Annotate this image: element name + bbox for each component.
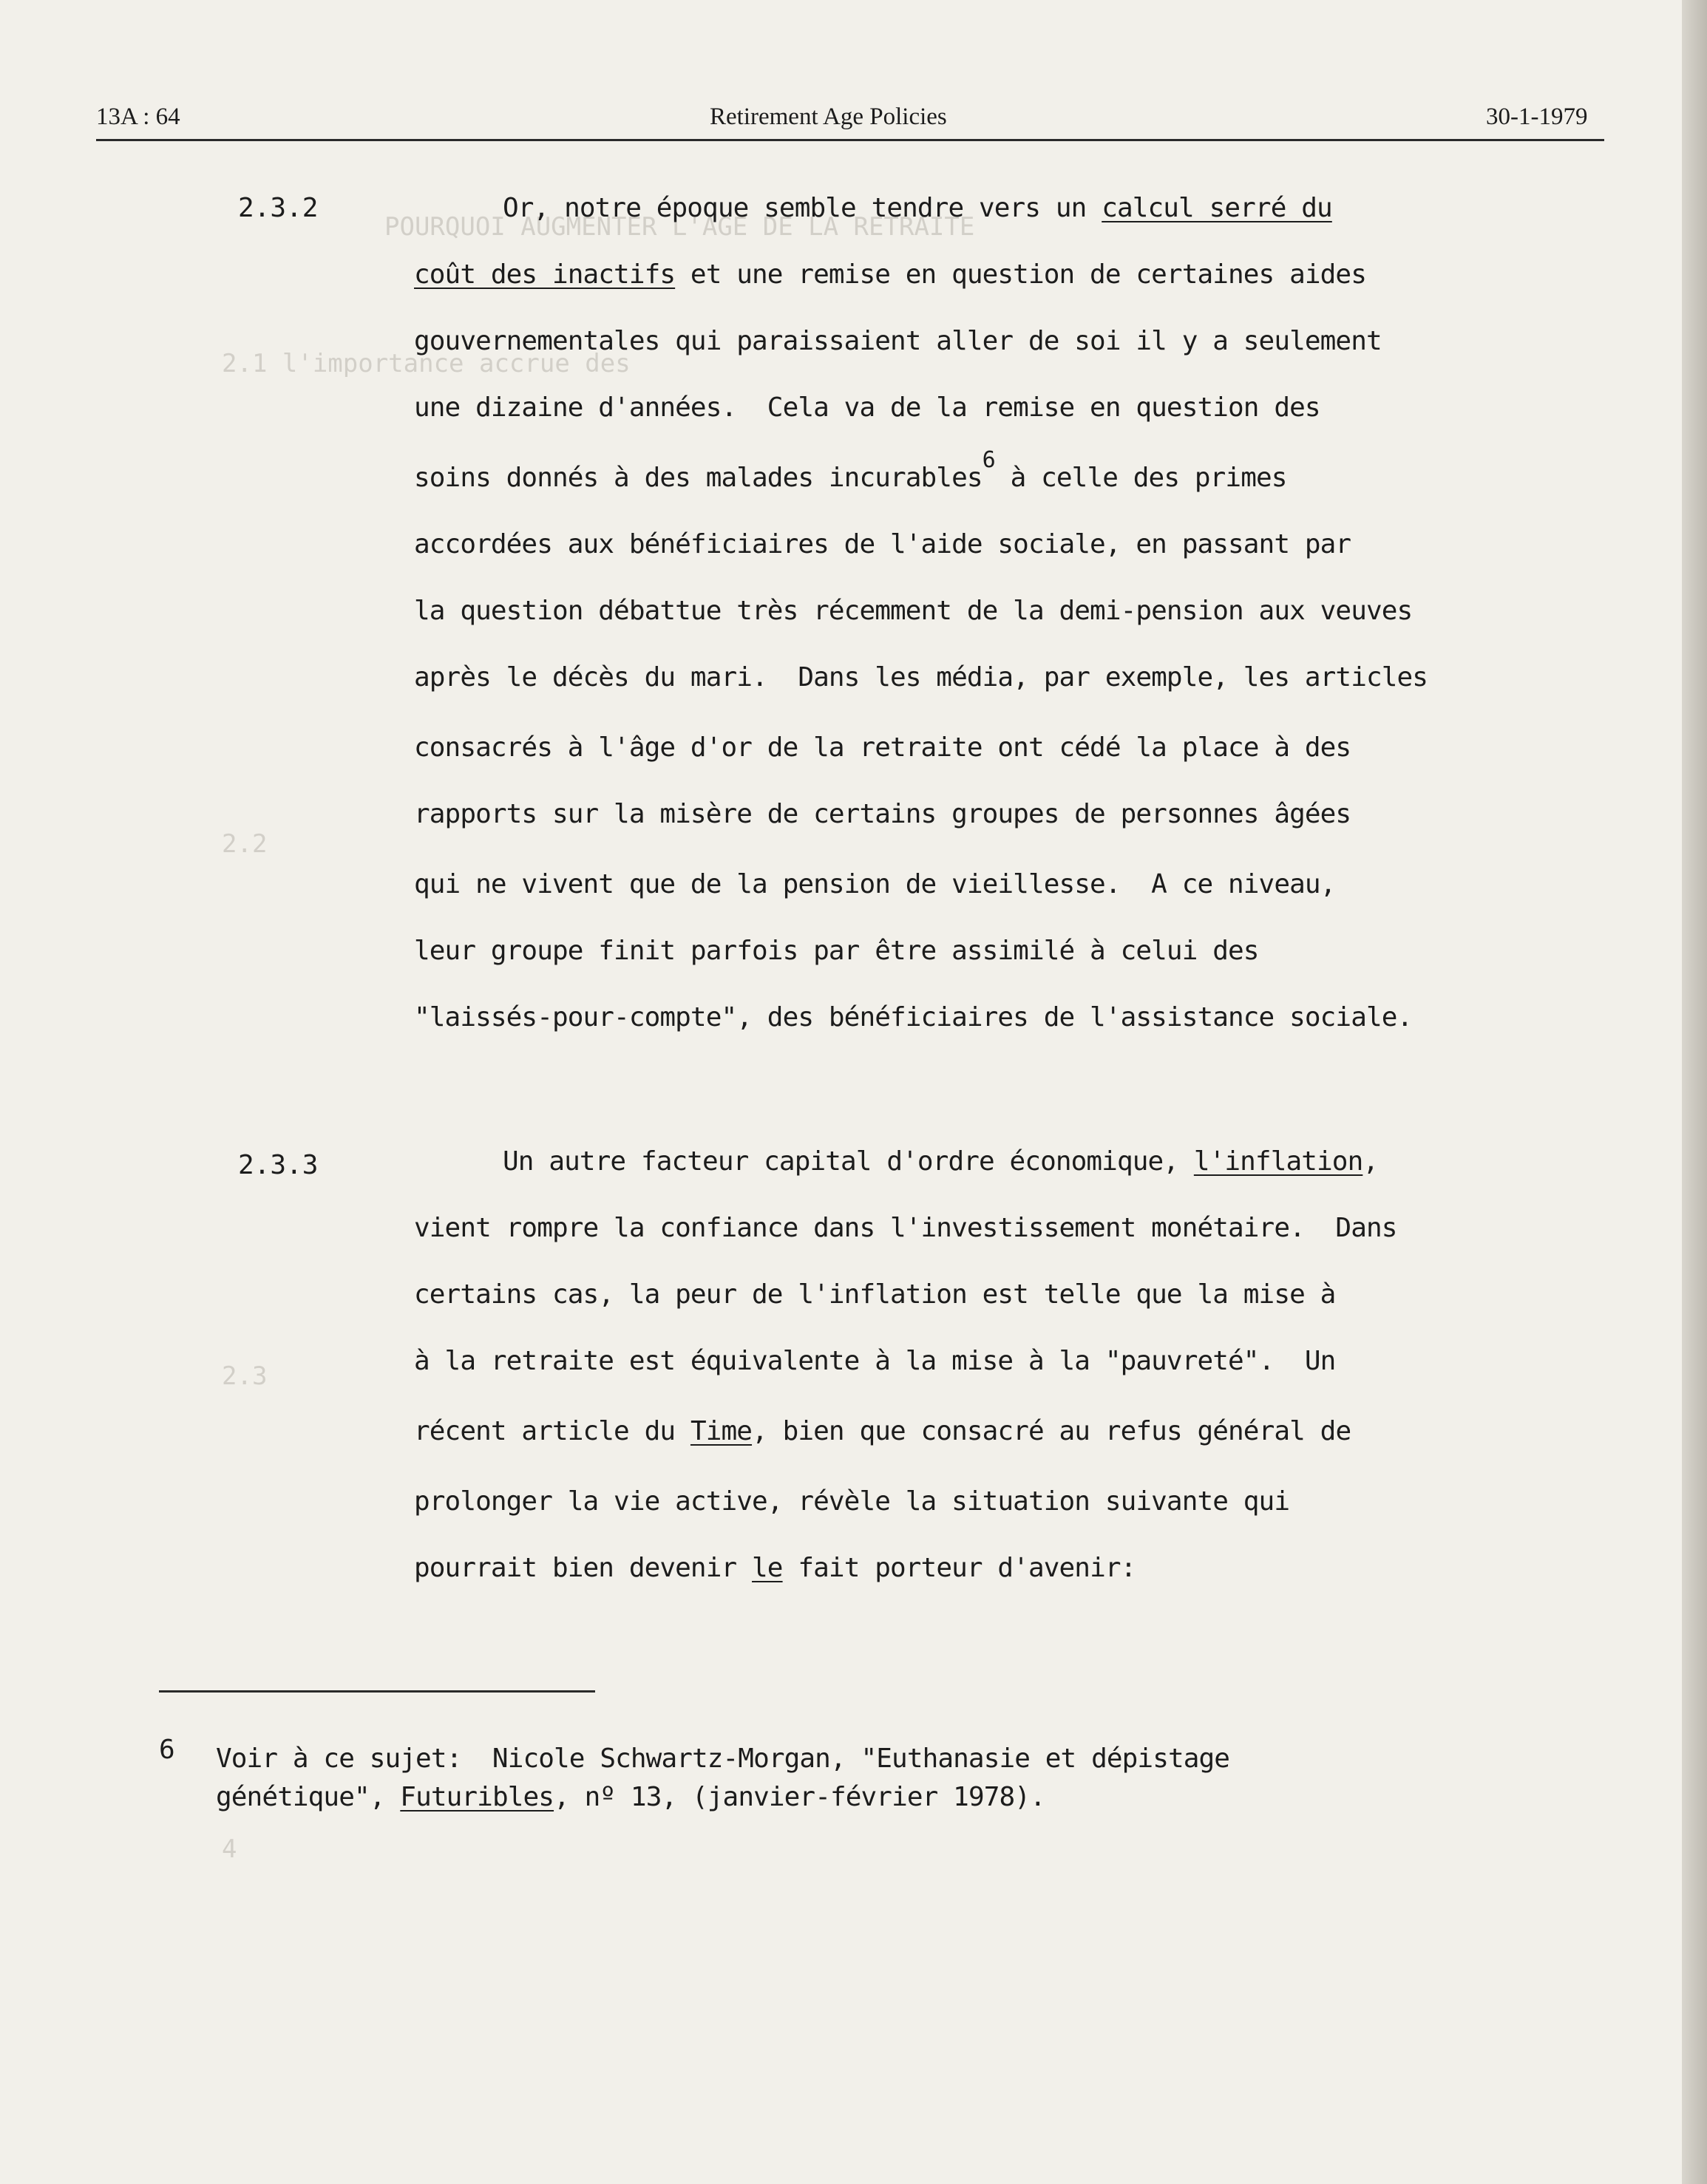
- paragraph-line: une dizaine d'années. Cela va de la remise en question des: [414, 392, 1320, 423]
- paragraph-line: consacrés à l'âge d'or de la retraite ont cédé la place à des: [414, 732, 1351, 763]
- paragraph-line: gouvernementales qui paraissaient aller de soi il y a seulement: [414, 326, 1382, 356]
- paragraph-line: rapports sur la misère de certains groupes de personnes âgées: [414, 799, 1351, 829]
- paragraph-line: qui ne vivent que de la pension de vieillesse. A ce niveau,: [414, 869, 1336, 899]
- running-title: Retirement Age Policies: [710, 103, 947, 130]
- footnote-rule: [159, 1690, 595, 1693]
- paragraph-line: Or, notre époque semble tendre vers un calcul serré du: [503, 193, 1332, 223]
- paragraph-line: leur groupe finit parfois par être assimilé à celui des: [414, 936, 1259, 966]
- bleed-through-text: 2.3: [222, 1361, 268, 1391]
- paragraph-line: à la retraite est équivalente à la mise à la "pauvreté". Un: [414, 1346, 1336, 1376]
- bleed-through-text: 2.1 l'importance accrue des: [222, 349, 631, 378]
- underlined-text: l'inflation: [1193, 1146, 1363, 1177]
- underlined-text: Futuribles: [400, 1782, 554, 1812]
- page-binding-shadow: [1682, 0, 1707, 2184]
- footnote-marker: 6: [982, 447, 995, 473]
- page-date: 30-1-1979: [1486, 103, 1588, 130]
- paragraph-line: prolonger la vie active, révèle la situation suivante qui: [414, 1486, 1290, 1517]
- underlined-text: Time: [690, 1416, 753, 1446]
- underlined-text: le: [752, 1553, 783, 1583]
- paragraph-line: Un autre facteur capital d'ordre économique, l'inflation,: [503, 1146, 1379, 1177]
- bleed-through-text: 4: [222, 1834, 237, 1864]
- bleed-through-text: 2.2: [222, 829, 268, 859]
- footnote-line: génétique", Futuribles, nº 13, (janvier-février 1978).: [216, 1782, 1045, 1812]
- underlined-text: calcul serré du: [1102, 193, 1332, 223]
- paragraph-line: soins donnés à des malades incurables$^6$ à celle des primes: [414, 447, 1287, 493]
- paragraph-line: vient rompre la confiance dans l'investissement monétaire. Dans: [414, 1213, 1397, 1243]
- page-reference: 13A : 64: [96, 103, 180, 130]
- header-rule: [96, 139, 1604, 141]
- paragraph-line: après le décès du mari. Dans les média, par exemple, les articles: [414, 662, 1428, 693]
- paragraph-line: certains cas, la peur de l'inflation est telle que la mise à: [414, 1279, 1336, 1310]
- paragraph-line: coût des inactifs et une remise en question de certaines aides: [414, 259, 1366, 290]
- paragraph-line: "laissés-pour-compte", des bénéficiaires de l'assistance sociale.: [414, 1002, 1413, 1033]
- footnote-number: 6: [159, 1735, 175, 1765]
- paragraph-line: accordées aux bénéficiaires de l'aide sociale, en passant par: [414, 529, 1351, 559]
- bleed-through-text: POURQUOI AUGMENTER L'AGE DE LA RETRAITE: [384, 212, 975, 242]
- paragraph-line: pourrait bien devenir le fait porteur d'avenir:: [414, 1553, 1136, 1583]
- section-number-2-3-2: 2.3.2: [238, 193, 319, 223]
- paragraph-line: la question débattue très récemment de la demi-pension aux veuves: [414, 596, 1413, 626]
- underlined-text: coût des inactifs: [414, 259, 676, 290]
- footnote-line: Voir à ce sujet: Nicole Schwartz-Morgan, "Euthanasie et dépistage: [216, 1744, 1230, 1774]
- section-number-2-3-3: 2.3.3: [238, 1150, 319, 1180]
- paragraph-line: récent article du Time, bien que consacré au refus général de: [414, 1416, 1351, 1446]
